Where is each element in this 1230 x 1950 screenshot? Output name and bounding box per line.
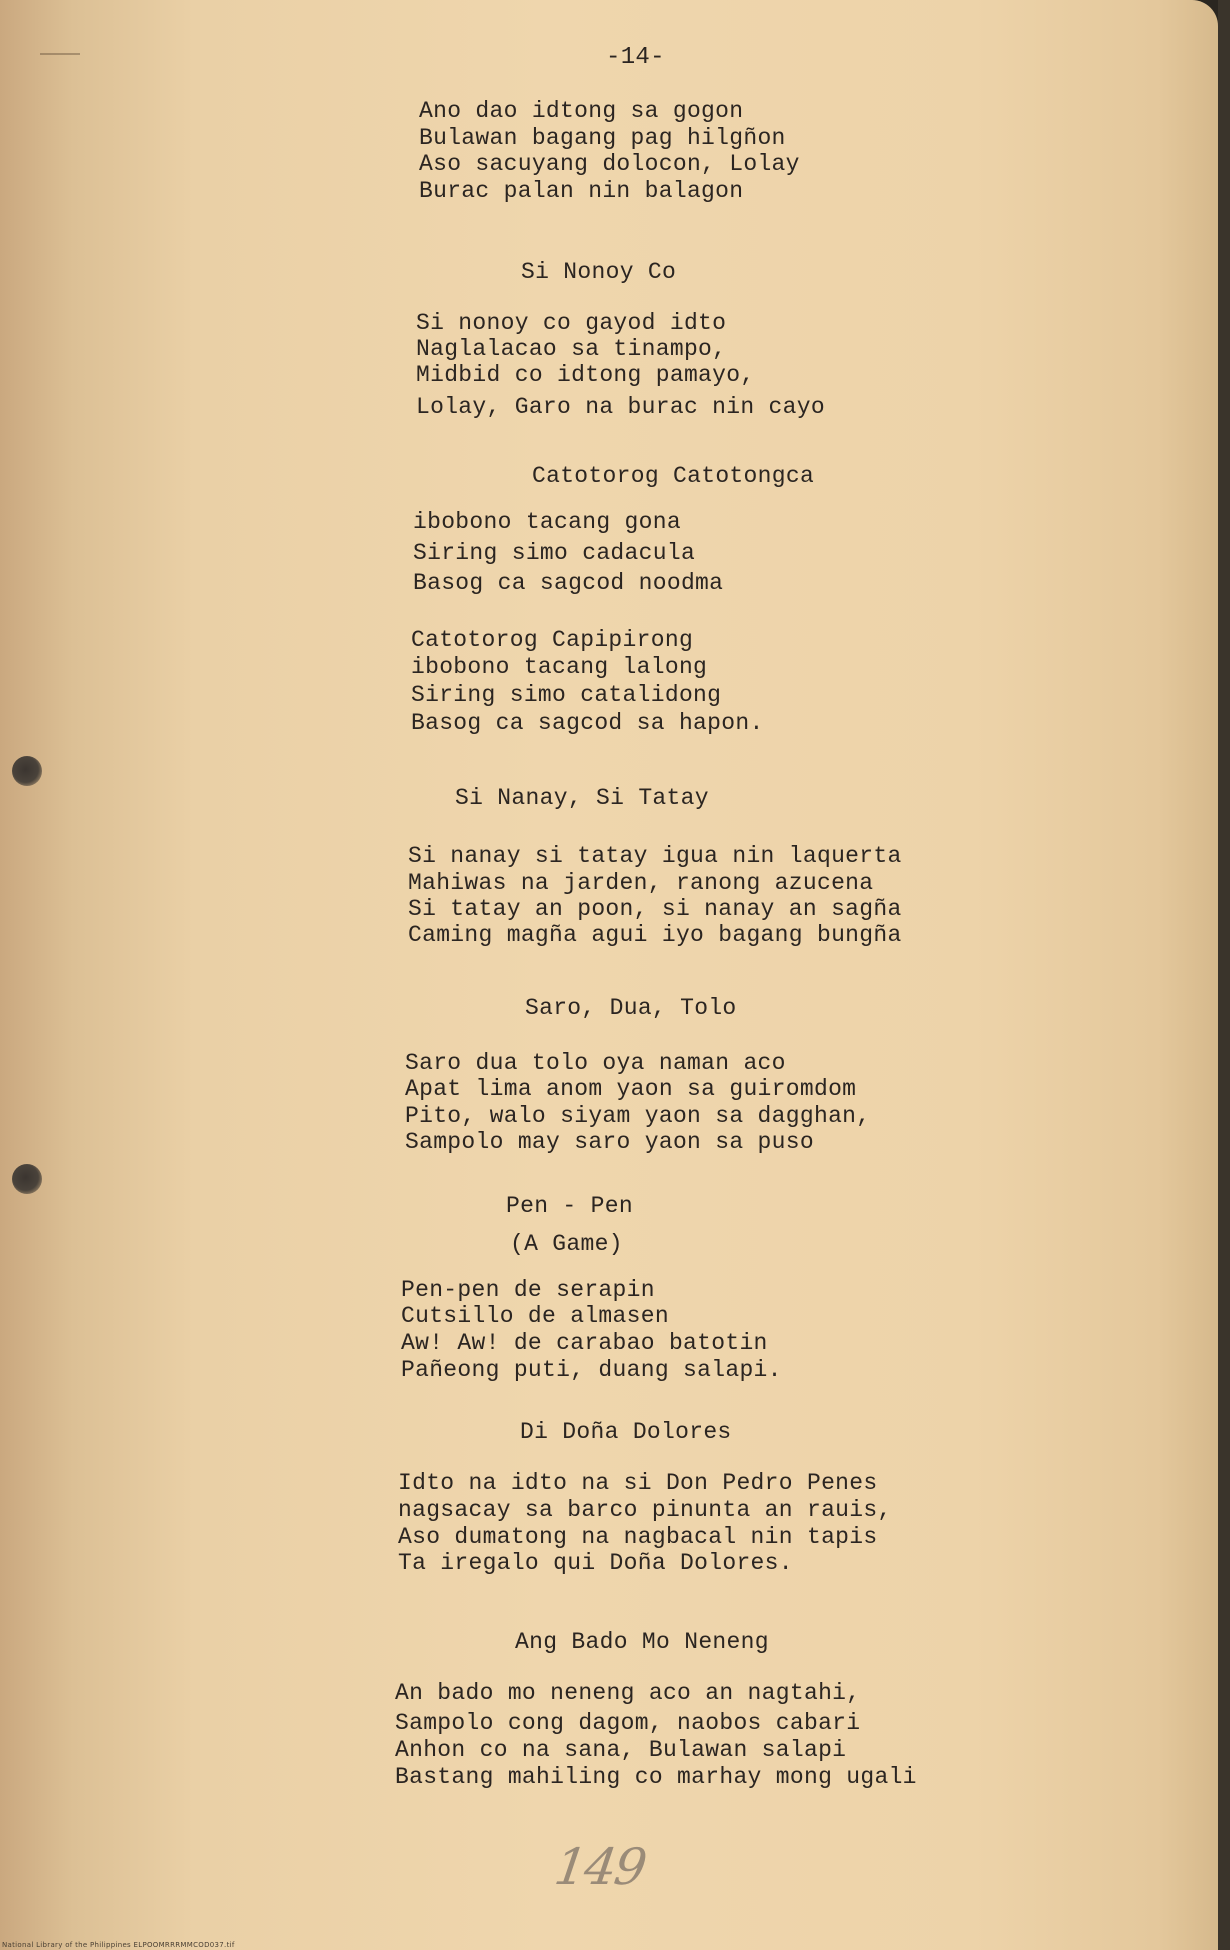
song-title: Catotorog Catotongca <box>532 463 815 489</box>
song-title: Si Nanay, Si Tatay <box>455 785 709 811</box>
song-line: Pen-pen de serapin <box>401 1277 655 1303</box>
song-line: ibobono tacang lalong <box>411 654 708 680</box>
song-line: Aso sacuyang dolocon, Lolay <box>419 151 800 177</box>
song-line: Mahiwas na jarden, ranong azucena <box>408 870 874 896</box>
song-subtitle: (A Game) <box>510 1231 623 1257</box>
song-line: Basog ca sagcod noodma <box>413 570 724 596</box>
song-line: Sampolo cong dagom, naobos cabari <box>395 1710 861 1736</box>
song-line: Burac palan nin balagon <box>419 178 744 204</box>
song-line: Bastang mahiling co marhay mong ugali <box>395 1764 917 1790</box>
song-line: Ta iregalo qui Doña Dolores. <box>398 1550 793 1576</box>
song-line: Sampolo may saro yaon sa puso <box>405 1129 814 1155</box>
song-line: Aw! Aw! de carabao batotin <box>401 1330 768 1356</box>
song-line: Lolay, Garo na burac nin cayo <box>416 394 825 420</box>
song-line: Saro dua tolo oya naman aco <box>405 1050 786 1076</box>
song-line: Catotorog Capipirong <box>411 627 694 653</box>
song-line: nagsacay sa barco pinunta an rauis, <box>398 1497 892 1523</box>
song-line: An bado mo neneng aco an nagtahi, <box>395 1680 861 1706</box>
song-line: Aso dumatong na nagbacal nin tapis <box>398 1524 878 1550</box>
song-title: Si Nonoy Co <box>521 259 677 285</box>
song-line: Cutsillo de almasen <box>401 1303 669 1329</box>
archive-footer: National Library of the Philippines ELPOOMRRRMMCOD037.tif <box>2 1941 235 1949</box>
song-line: Siring simo catalidong <box>411 682 722 708</box>
page-number: -14- <box>606 44 665 71</box>
song-line: Pañeong puti, duang salapi. <box>401 1357 782 1383</box>
song-line: Ano dao idtong sa gogon <box>419 98 744 124</box>
song-line: Basog ca sagcod sa hapon. <box>411 710 764 736</box>
song-line: Idto na idto na si Don Pedro Penes <box>398 1470 878 1496</box>
song-line: Siring simo cadacula <box>413 540 696 566</box>
song-line: ibobono tacang gona <box>413 509 681 535</box>
song-line: Bulawan bagang pag hilgñon <box>419 125 786 151</box>
song-line: Caming magña agui iyo bagang bungña <box>408 922 902 948</box>
song-title: Saro, Dua, Tolo <box>525 995 737 1021</box>
song-title: Pen - Pen <box>506 1193 633 1219</box>
handwritten-page-number: 149 <box>550 1838 649 1896</box>
song-line: Si nanay si tatay igua nin laquerta <box>408 843 902 869</box>
song-line: Midbid co idtong pamayo, <box>416 362 755 388</box>
song-title: Di Doña Dolores <box>520 1419 732 1445</box>
song-line: Apat lima anom yaon sa guiromdom <box>405 1076 857 1102</box>
song-line: Si nonoy co gayod idto <box>416 310 727 336</box>
page-edge <box>1218 0 1230 1950</box>
song-title: Ang Bado Mo Neneng <box>515 1629 769 1655</box>
song-line: Naglalacao sa tinampo, <box>416 336 727 362</box>
song-line: Si tatay an poon, si nanay an sagña <box>408 896 902 922</box>
song-line: Pito, walo siyam yaon sa dagghan, <box>405 1103 871 1129</box>
song-line: Anhon co na sana, Bulawan salapi <box>395 1737 847 1763</box>
